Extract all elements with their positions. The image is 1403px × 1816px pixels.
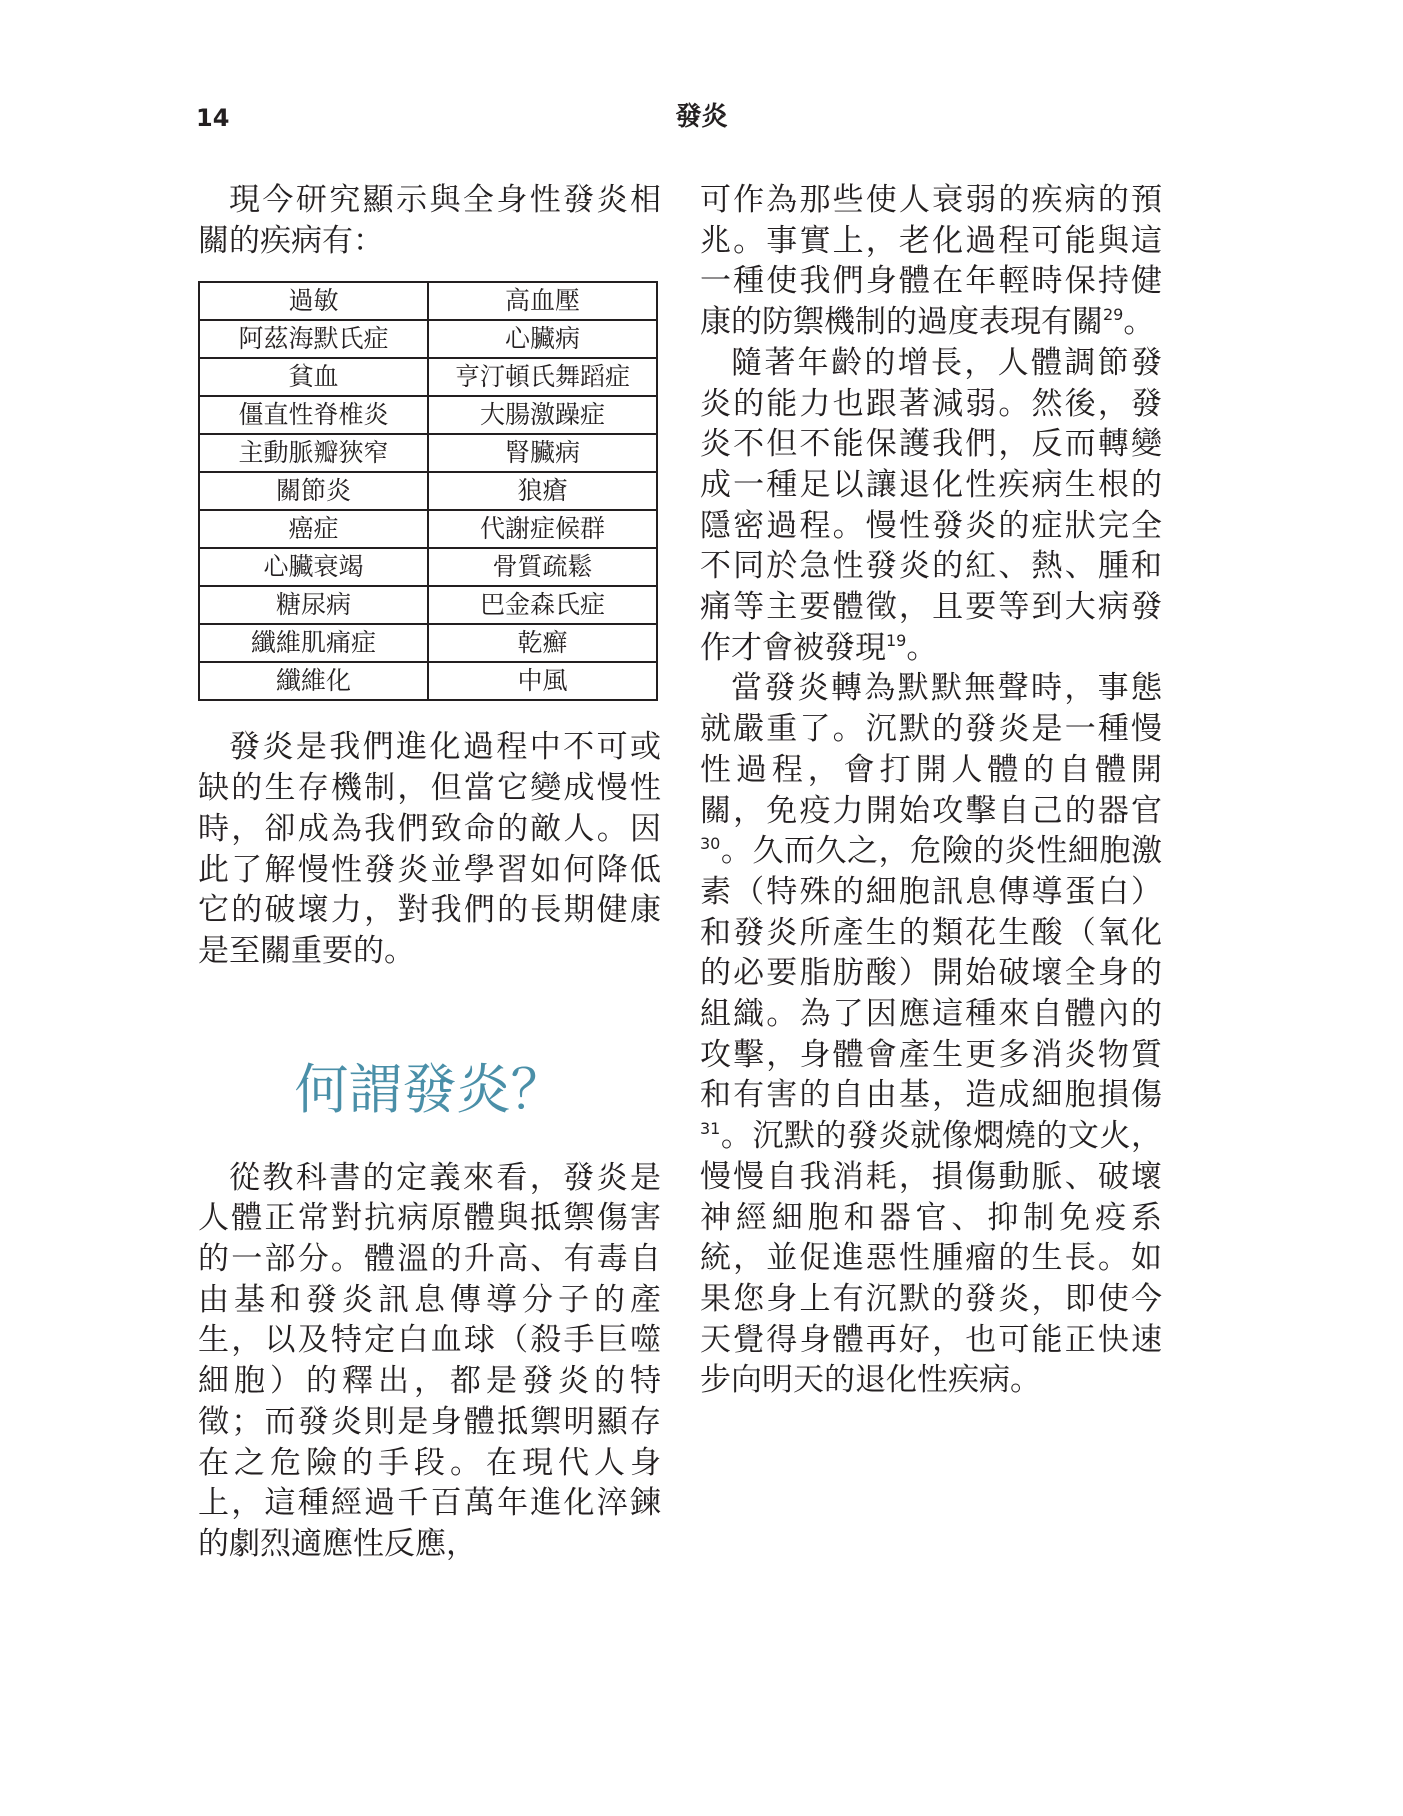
section-heading: 何謂發炎？ — [294, 1057, 565, 1121]
table-cell: 骨質疏鬆 — [428, 548, 657, 586]
table-cell: 阿茲海默氏症 — [199, 320, 428, 358]
table-cell: 僵直性脊椎炎 — [199, 396, 428, 434]
table-row — [199, 662, 657, 700]
footnote-ref: 31 — [700, 1119, 721, 1139]
table-row — [199, 320, 657, 358]
silent-inflammation-paragraph — [700, 668, 1162, 1401]
left-column — [198, 180, 661, 1565]
table-cell: 貧血 — [199, 358, 428, 396]
intro-paragraph: 現今研究顯示與全身性發炎相關的疾病有： — [198, 182, 661, 259]
silent-text-b: 。久而久之，危險的炎性細胞激素（特殊的細胞訊息傳導蛋白）和發炎所產生的類花生酸（氧化的必要脂肪酸）開始破壞全身的組織。為了因應這種來自體內的攻擊，身體會產生更多消炎物質和有害的自由基，造成細胞損傷 — [700, 833, 1162, 1114]
table-cell: 狼瘡 — [428, 472, 657, 510]
table-cell: 心臟衰竭 — [199, 548, 428, 586]
punct: 。 — [906, 629, 938, 666]
table-cell: 腎臟病 — [428, 434, 657, 472]
table-cell: 癌症 — [199, 510, 428, 548]
table-cell: 主動脈瓣狹窄 — [199, 434, 428, 472]
table-row — [199, 586, 657, 624]
table-row — [199, 434, 657, 472]
table-cell: 大腸激躁症 — [428, 396, 657, 434]
table-cell: 纖維肌痛症 — [199, 624, 428, 662]
continued-paragraph — [700, 180, 1162, 343]
table-cell: 中風 — [428, 662, 657, 700]
table-cell: 關節炎 — [199, 472, 428, 510]
table-row — [199, 548, 657, 586]
silent-text-a: 當發炎轉為默默無聲時，事態就嚴重了。沉默的發炎是一種慢性過程，會打開人體的自體開關，免疫力開始攻擊自己的器官 — [700, 670, 1162, 829]
silent-text-c: 。沉默的發炎就像燜燒的文火，慢慢自我消耗，損傷動脈、破壞神經細胞和器官、抑制免疫系統，並促進惡性腫瘤的生長。如果您身上有沉默的發炎，即使今天覺得身體再好，也可能正快速步向明天的退化性疾病。 — [700, 1118, 1162, 1399]
table-cell: 代謝症候群 — [428, 510, 657, 548]
aging-text: 隨著年齡的增長，人體調節發炎的能力也跟著減弱。然後，發炎不但不能保護我們，反而轉變成一種足以讓退化性疾病生根的隱密過程。慢性發炎的症狀完全不同於急性發炎的紅、熱、腫和痛等主要體徵，且要等到大病發作才會被發現 — [700, 344, 1162, 666]
page-number: 14 — [196, 104, 230, 132]
right-column — [700, 180, 1162, 1401]
footnote-ref: 30 — [700, 834, 721, 854]
punct: 。 — [1123, 304, 1155, 341]
table-row — [199, 282, 657, 320]
aging-paragraph — [700, 343, 1162, 669]
footnote-ref: 29 — [1103, 305, 1124, 325]
table-cell: 過敏 — [199, 282, 428, 320]
table-cell: 纖維化 — [199, 662, 428, 700]
table-cell: 糖尿病 — [199, 586, 428, 624]
table-cell: 巴金森氏症 — [428, 586, 657, 624]
continued-text: 可作為那些使人衰弱的疾病的預兆。事實上，老化過程可能與這一種使我們身體在年輕時保持健康的防禦機制的過度表現有關 — [700, 182, 1162, 341]
evolution-paragraph: 發炎是我們進化過程中不可或缺的生存機制，但當它變成慢性時，卻成為我們致命的敵人。因此了解慢性發炎並學習如何降低它的破壞力，對我們的長期健康是至關重要的。 — [198, 729, 661, 969]
table-cell: 乾癬 — [428, 624, 657, 662]
footnote-ref: 19 — [886, 630, 907, 650]
table-row — [199, 358, 657, 396]
table-row — [199, 396, 657, 434]
table-row — [199, 624, 657, 662]
table-row — [199, 510, 657, 548]
table-row — [199, 472, 657, 510]
table-cell: 高血壓 — [428, 282, 657, 320]
definition-paragraph: 從教科書的定義來看，發炎是人體正常對抗病原體與抵禦傷害的一部分。體溫的升高、有毒自由基和發炎訊息傳導分子的產生，以及特定白血球（殺手巨噬細胞）的釋出，都是發炎的特徵；而發炎則是身體抵禦明顯存在之危險的手段。在現代人身上，這種經過千百萬年進化淬鍊的劇烈適應性反應， — [198, 1159, 661, 1562]
disease-table — [198, 281, 658, 701]
running-title: 發炎 — [675, 102, 728, 132]
table-cell: 亨汀頓氏舞蹈症 — [428, 358, 657, 396]
table-cell: 心臟病 — [428, 320, 657, 358]
